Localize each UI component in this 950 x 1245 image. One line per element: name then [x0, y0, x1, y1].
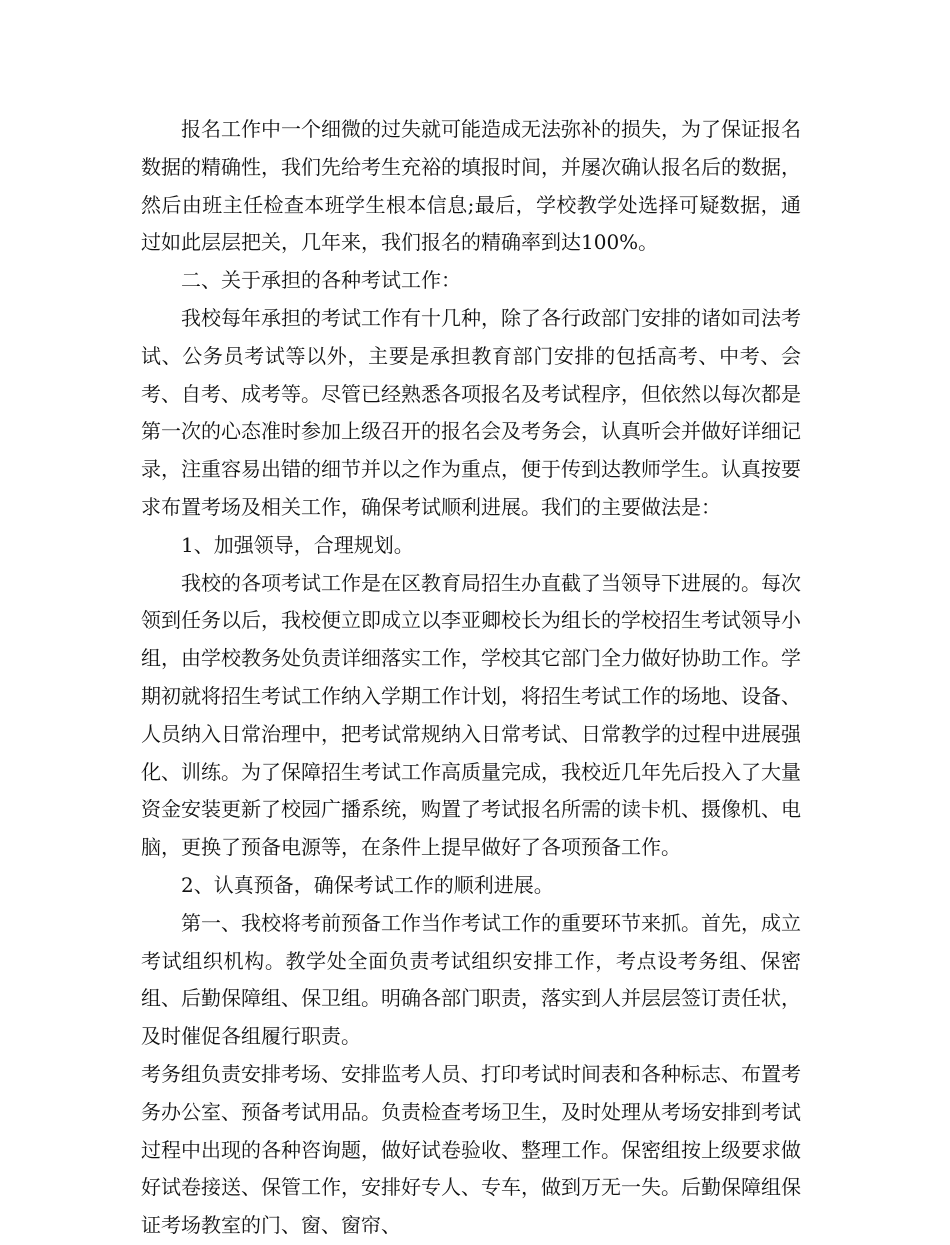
paragraph-exam-overview: 我校每年承担的考试工作有十几种，除了各行政部门安排的诸如司法考试、公务员考试等以外，主要是承担教育部门安排的包括高考、中考、会考、自考、成考等。尽管已经熟悉各项报名及考试程序，但依然以每次都是第一次的心态准时参加上级召开的报名会及考务会，认真听会并做好详细记录，注重容易出错的细节并以之作为重点，便于传到达教师学生。认真按要求布置考场及相关工作，确保考试顺利进展。我们的主要做法是：: [141, 305, 801, 519]
paragraph-preparation-first: 第一、我校将考前预备工作当作考试工作的重要环节来抓。首先，成立考试组织机构。教学处全面负责考试组织安排工作，考点设考务组、保密组、后勤保障组、保卫组。明确各部门职责，落实到人并层层签订责任状，及时催促各组履行职责。: [141, 910, 801, 1049]
subheading-leadership: 1、加强领导，合理规划。: [181, 532, 414, 557]
paragraph-leadership: 我校的各项考试工作是在区教育局招生办直截了当领导下进展的。每次领到任务以后，我校便立即成立以李亚卿校长为组长的学校招生考试领导小组，由学校教务处负责详细落实工作，学校其它部门全力做好协助工作。学期初就将招生考试工作纳入学期工作计划，将招生考试工作的场地、设备、人员纳入日常治理中，把考试常规纳入日常考试、日常教学的过程中进展强化、训练。为了保障招生考试工作高质量完成，我校近几年先后投入了大量资金安装更新了校园广播系统，购置了考试报名所需的读卡机、摄像机、电脑，更换了预备电源等，在条件上提早做好了各项预备工作。: [141, 570, 801, 860]
paragraph-registration-accuracy: 报名工作中一个细微的过失就可能造成无法弥补的损失，为了保证报名数据的精确性，我们先给考生充裕的填报时间，并屡次确认报名后的数据，然后由班主任检查本班学生根本信息;最后，学校教学处选择可疑数据，通过如此层层把关，几年来，我们报名的精确率到达100%。: [141, 117, 801, 255]
document-page: [141, 111, 801, 1245]
paragraph-exam-affairs-group: 考务组负责安排考场、安排监考人员、打印考试时间表和各种标志、布置考务办公室、预备考试用品。负责检查考场卫生，及时处理从考场安排到考试过程中出现的各种咨询题，做好试卷验收、整理工作。保密组按上级要求做好试卷接送、保管工作，安排好专人、专车，做到万无一失。后勤保障组保证考场教室的门、窗、窗帘、: [141, 1061, 801, 1238]
subheading-preparation: 2、认真预备，确保考试工作的顺利进展。: [181, 872, 554, 897]
section-heading-exam-work: 二、关于承担的各种考试工作：: [181, 268, 461, 293]
